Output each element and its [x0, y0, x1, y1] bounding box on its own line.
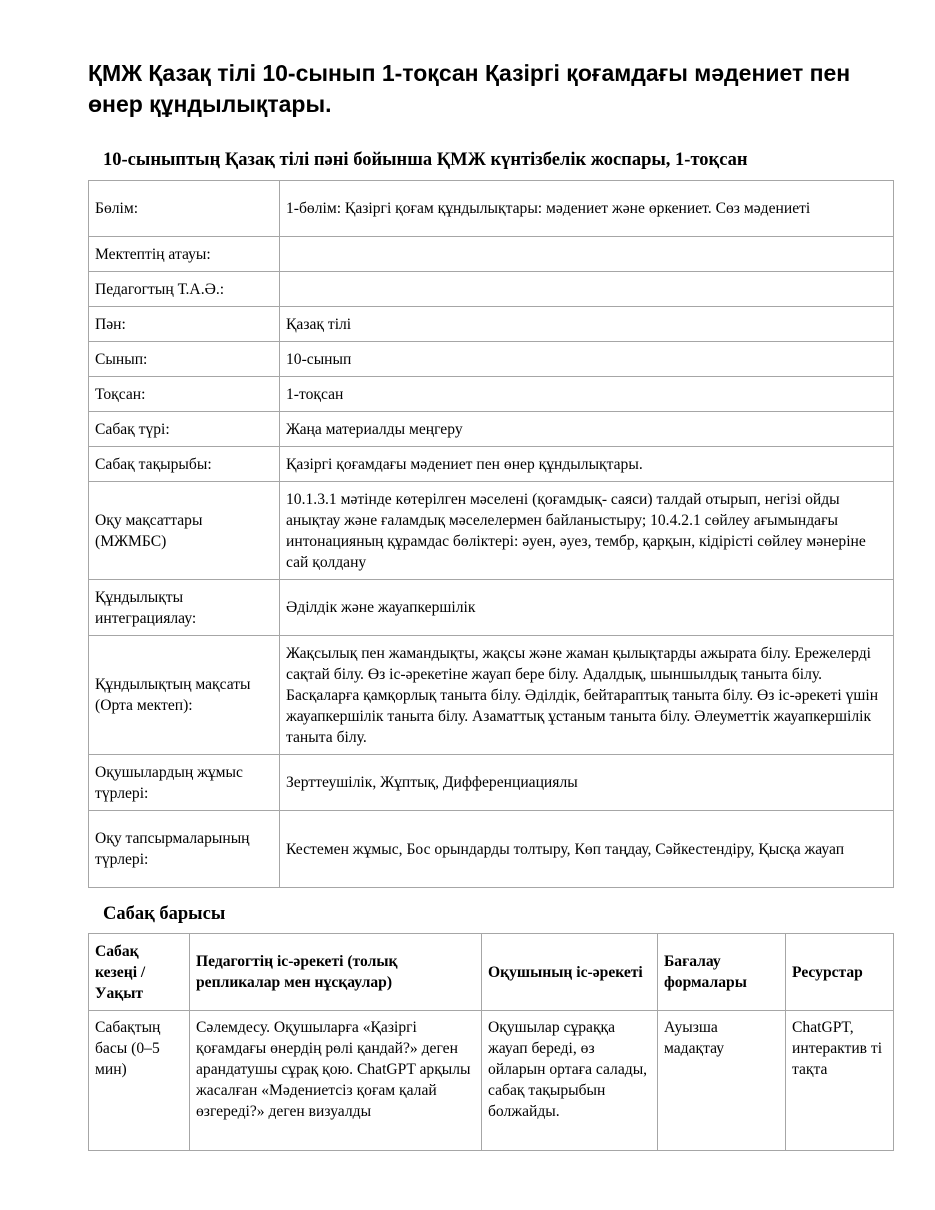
plan-value: Жаңа материалды меңгеру [280, 412, 894, 447]
lesson-table [88, 933, 894, 1151]
plan-label: Құндылықтың мақсаты (Орта мектеп): [89, 636, 280, 755]
plan-value: Әділдік және жауапкершілік [280, 580, 894, 636]
plan-value [280, 237, 894, 272]
plan-value: Зерттеушілік, Жұптық, Дифференциациялы [280, 755, 894, 811]
column-header-stage: Сабақ кезеңі / Уақыт [89, 934, 190, 1011]
lesson-cell-student-activity: Оқушылар сұраққа жауап береді, өз ойларын ортаға салады, сабақ тақырыбын болжайды. [482, 1011, 658, 1151]
lesson-cell-teacher-activity: Сәлемдесу. Оқушыларға «Қазіргі қоғамдағы өнердің рөлі қандай?» деген арандатушы сұрақ қою. ChatGPT арқылы жасалған «Мәдениетсіз қоғам қалай өзгереді?» деген визуалды [190, 1011, 482, 1151]
plan-value: 1-бөлім: Қазіргі қоғам құндылықтары: мәдениет және өркениет. Сөз мәдениеті [280, 181, 894, 237]
lesson-heading: Сабақ барысы [103, 904, 226, 924]
plan-label: Сабақ тақырыбы: [89, 447, 280, 482]
plan-row [89, 377, 894, 412]
plan-label: Оқушылардың жұмыс түрлері: [89, 755, 280, 811]
plan-label: Құндылықты интеграциялау: [89, 580, 280, 636]
plan-label: Педагогтың Т.А.Ә.: [89, 272, 280, 307]
plan-label: Мектептің атауы: [89, 237, 280, 272]
column-header-assessment: Бағалау формалары [658, 934, 786, 1011]
plan-value: 10-сынып [280, 342, 894, 377]
lesson-cell-stage: Сабақтың басы (0–5 мин) [89, 1011, 190, 1151]
plan-value: Қазақ тілі [280, 307, 894, 342]
plan-label: Оқу мақсаттары (МЖМБС) [89, 482, 280, 580]
plan-label: Сабақ түрі: [89, 412, 280, 447]
plan-label: Тоқсан: [89, 377, 280, 412]
column-header-resources: Ресурстар [786, 934, 894, 1011]
plan-row [89, 237, 894, 272]
plan-label: Бөлім: [89, 181, 280, 237]
document-title: ҚМЖ Қазақ тілі 10-сынып 1-тоқсан Қазіргі қоғамдағы мәдениет пен өнер құндылықтары. [88, 60, 851, 117]
plan-row [89, 447, 894, 482]
plan-label: Пән: [89, 307, 280, 342]
plan-row [89, 811, 894, 888]
plan-value: Кестемен жұмыс, Бос орындарды толтыру, Көп таңдау, Сәйкестендіру, Қысқа жауап [280, 811, 894, 888]
lesson-row [89, 1011, 894, 1151]
plan-row [89, 342, 894, 377]
plan-label: Сынып: [89, 342, 280, 377]
lesson-cell-resources: ChatGPT, интерактив ті тақта [786, 1011, 894, 1151]
lesson-cell-assessment: Ауызша мадақтау [658, 1011, 786, 1151]
plan-value: Жақсылық пен жамандықты, жақсы және жаман қылықтарды ажырата білу. Ережелерді сақтай білу. Өз іс-әрекетіне жауап бере білу. Адалдық, шыншылдық таныта білу. Басқаларға қамқорлық таныта білу. Әділдік, бейтараптық таныта білу. Өз іс-әрекеті үшін жауапкершілік таныта білу. Азаматтық ұстаным таныта білу. Әлеуметтік жауапкершілік таныта білу. [280, 636, 894, 755]
plan-value [280, 272, 894, 307]
plan-value: 1-тоқсан [280, 377, 894, 412]
plan-value: 10.1.3.1 мәтінде көтерілген мәселені (қоғамдық- саяси) талдай отырып, негізі ойды анықтау және ғаламдық мәселелермен байланыстыру; 10.4.2.1 сөйлеу ағымындағы интонацияның құрамдас бөліктері: әуен, әуез, тембр, қарқын, кідірісті сөйлеу мәнеріне сай қолдану [280, 482, 894, 580]
plan-row [89, 580, 894, 636]
plan-row [89, 482, 894, 580]
plan-row [89, 755, 894, 811]
column-header-teacher-activity: Педагогтің іс-әрекеті (толық репликалар мен нұсқаулар) [190, 934, 482, 1011]
plan-heading: 10-сыныптың Қазақ тілі пәні бойынша ҚМЖ күнтізбелік жоспары, 1-тоқсан [103, 150, 748, 170]
plan-label: Оқу тапсырмаларының түрлері: [89, 811, 280, 888]
plan-row [89, 181, 894, 237]
plan-row [89, 636, 894, 755]
column-header-student-activity: Оқушының іс-әрекеті [482, 934, 658, 1011]
plan-row [89, 412, 894, 447]
plan-table [88, 180, 894, 888]
lesson-header-row [89, 934, 894, 1011]
plan-value: Қазіргі қоғамдағы мәдениет пен өнер құндылықтары. [280, 447, 894, 482]
plan-row [89, 307, 894, 342]
plan-row [89, 272, 894, 307]
